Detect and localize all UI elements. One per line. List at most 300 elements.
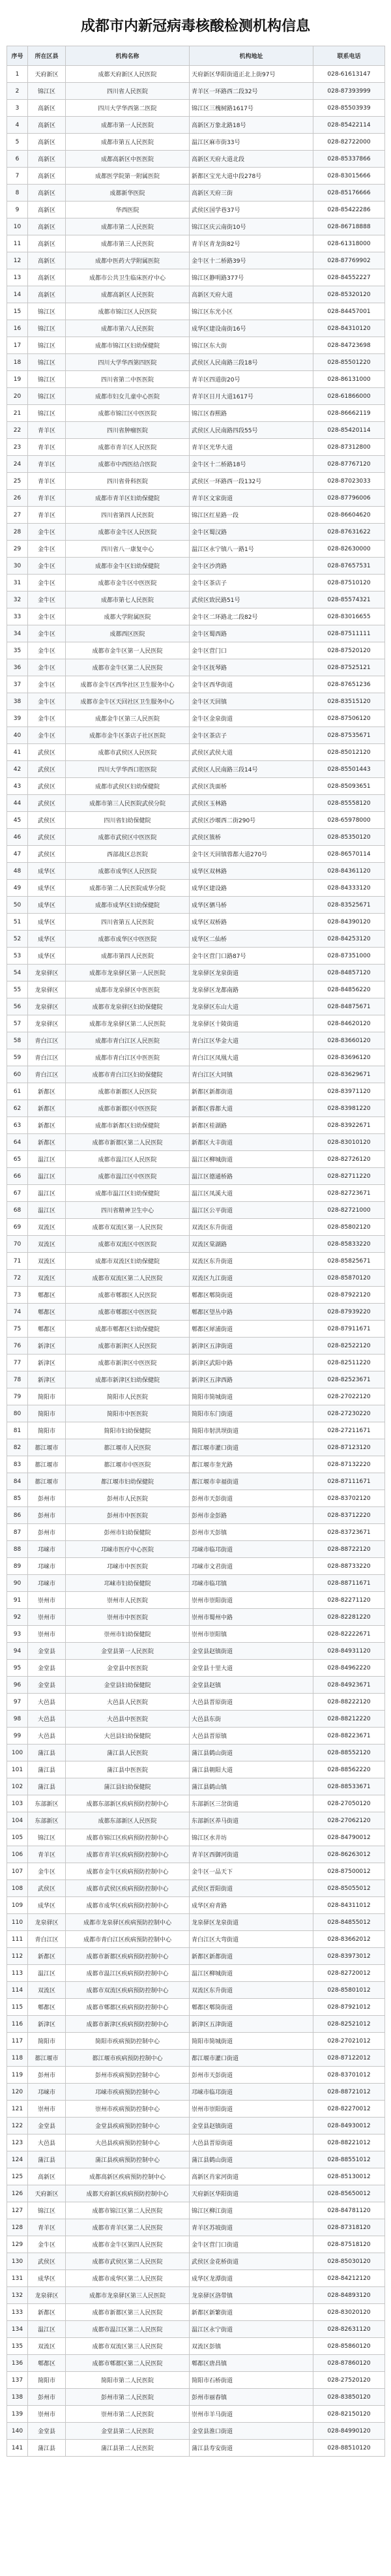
cell-institution-address: 彭州市天彭镇 — [190, 1524, 313, 1541]
cell-district: 郫都区 — [28, 1999, 66, 2016]
cell-institution-name: 成都天府新区人民医院 — [66, 66, 190, 83]
cell-index: 128 — [7, 2219, 28, 2236]
cell-institution-name: 成都市龙泉驿区第三人民医院 — [66, 2287, 190, 2304]
cell-district: 温江区 — [28, 1168, 66, 1185]
cell-index: 136 — [7, 2355, 28, 2372]
cell-institution-address: 简阳市东门街道 — [190, 1405, 313, 1422]
cell-district: 青白江区 — [28, 1032, 66, 1049]
cell-district: 金牛区 — [28, 710, 66, 727]
cell-index: 107 — [7, 1863, 28, 1880]
cell-district: 高新区 — [28, 252, 66, 269]
cell-institution-name: 成都市温江区人民医院 — [66, 1151, 190, 1168]
cell-institution-name: 都江堰市人民医院 — [66, 1439, 190, 1456]
cell-institution-name: 成都市郫都区妇幼保健院 — [66, 1321, 190, 1338]
cell-phone: 028-83016655 — [313, 608, 385, 625]
cell-institution-address: 锦江区东大街 — [190, 337, 313, 354]
table-row — [7, 388, 385, 405]
cell-institution-name: 成都金牛区第三人民医院 — [66, 710, 190, 727]
cell-institution-address: 金牛区茶店子 — [190, 575, 313, 592]
cell-phone: 028-61318000 — [313, 235, 385, 252]
cell-institution-address: 金牛区天回镇 — [190, 693, 313, 710]
table-row — [7, 2050, 385, 2067]
cell-index: 55 — [7, 981, 28, 998]
cell-institution-name: 四川省第五人民医院 — [66, 914, 190, 931]
cell-index: 23 — [7, 439, 28, 456]
cell-index: 87 — [7, 1524, 28, 1541]
cell-district: 锦江区 — [28, 320, 66, 337]
cell-institution-name: 成都市金牛区茶店子社区医院 — [66, 727, 190, 744]
cell-institution-address: 都江堰市幸福街道 — [190, 1473, 313, 1490]
cell-index: 11 — [7, 235, 28, 252]
cell-district: 金堂县 — [28, 1660, 66, 1677]
cell-institution-name: 成都市双流区妇幼保健院 — [66, 1253, 190, 1270]
table-row — [7, 1728, 385, 1745]
cell-phone: 028-85130012 — [313, 2168, 385, 2185]
cell-institution-address: 成华区驷马桥 — [190, 897, 313, 914]
cell-phone: 028-84620120 — [313, 1015, 385, 1032]
cell-index: 78 — [7, 1371, 28, 1388]
cell-district: 简阳市 — [28, 1405, 66, 1422]
cell-institution-address: 崇州市崇阳镇 — [190, 1626, 313, 1643]
cell-district: 成华区 — [28, 1897, 66, 1914]
cell-district: 新都区 — [28, 1134, 66, 1151]
cell-institution-address: 青羊区一环路西二段32号 — [190, 83, 313, 100]
cell-phone: 028-82630000 — [313, 541, 385, 558]
cell-district: 武侯区 — [28, 2253, 66, 2270]
cell-index: 89 — [7, 1558, 28, 1575]
cell-index: 19 — [7, 371, 28, 388]
cell-institution-name: 成都市新津区人民医院 — [66, 1338, 190, 1355]
cell-district: 龙泉驿区 — [28, 2287, 66, 2304]
table-row — [7, 2372, 385, 2389]
cell-district: 锦江区 — [28, 354, 66, 371]
cell-institution-name: 成都市青羊区人民医院 — [66, 439, 190, 456]
cell-institution-name: 华西医院 — [66, 202, 190, 218]
cell-institution-name: 成都市金牛区第一人民医院 — [66, 642, 190, 659]
cell-district: 金牛区 — [28, 592, 66, 608]
cell-phone: 028-61613147 — [313, 66, 385, 83]
cell-phone: 028-27211671 — [313, 1422, 385, 1439]
cell-district: 东部新区 — [28, 1812, 66, 1829]
cell-institution-address: 锦江区红星路一段 — [190, 507, 313, 524]
cell-index: 73 — [7, 1287, 28, 1304]
cell-district: 金牛区 — [28, 693, 66, 710]
cell-district: 武侯区 — [28, 812, 66, 829]
table-row — [7, 2270, 385, 2287]
cell-institution-name: 成都市新津区中医医院 — [66, 1355, 190, 1371]
cell-phone: 028-88722120 — [313, 1541, 385, 1558]
cell-index: 110 — [7, 1914, 28, 1931]
cell-institution-name: 大邑县妇幼保健院 — [66, 1728, 190, 1745]
cell-institution-name: 金堂县第一人民医院 — [66, 1643, 190, 1660]
cell-index: 75 — [7, 1321, 28, 1338]
table-row — [7, 1880, 385, 1897]
cell-district: 锦江区 — [28, 388, 66, 405]
cell-institution-address: 天府新区华阳街道 — [190, 2185, 313, 2202]
cell-phone: 028-84790012 — [313, 1829, 385, 1846]
cell-institution-address: 青白江区大弯街道 — [190, 1931, 313, 1948]
cell-district: 蒲江县 — [28, 2440, 66, 2457]
cell-phone: 028-83971120 — [313, 1083, 385, 1100]
cell-district: 崇州市 — [28, 2406, 66, 2423]
cell-phone: 028-87525121 — [313, 659, 385, 676]
cell-institution-name: 大邑县中医医院 — [66, 1711, 190, 1728]
cell-institution-name: 金堂县第二人民医院 — [66, 2423, 190, 2440]
cell-institution-name: 成都市青羊区第二人民医院 — [66, 2219, 190, 2236]
table-row — [7, 320, 385, 337]
cell-institution-address: 武侯区晋阳街道 — [190, 1880, 313, 1897]
cell-index: 70 — [7, 1236, 28, 1253]
cell-index: 39 — [7, 710, 28, 727]
table-row — [7, 1626, 385, 1643]
cell-index: 125 — [7, 2168, 28, 2185]
cell-institution-address: 崇州市崇阳街道 — [190, 1592, 313, 1609]
cell-institution-name: 崇州市疾病预防控制中心 — [66, 2101, 190, 2118]
table-row — [7, 608, 385, 625]
cell-phone: 028-83020120 — [313, 2304, 385, 2321]
cell-index: 16 — [7, 320, 28, 337]
cell-institution-address: 郫都区犀浦街道 — [190, 1321, 313, 1338]
cell-phone: 028-87132220 — [313, 1456, 385, 1473]
cell-institution-name: 成都大学附属医院 — [66, 608, 190, 625]
cell-institution-name: 成都高新区人民医院 — [66, 286, 190, 303]
cell-district: 大邑县 — [28, 1711, 66, 1728]
cell-index: 124 — [7, 2151, 28, 2168]
cell-institution-name: 简阳市妇幼保健院 — [66, 1422, 190, 1439]
cell-phone: 028-87922120 — [313, 1287, 385, 1304]
table-row — [7, 1643, 385, 1660]
cell-district: 蒲江县 — [28, 1761, 66, 1778]
cell-institution-name: 成都市龙泉驿区疾病预防控制中心 — [66, 1914, 190, 1931]
cell-district: 成华区 — [28, 863, 66, 880]
cell-institution-name: 崇州市中医医院 — [66, 1609, 190, 1626]
cell-index: 77 — [7, 1355, 28, 1371]
cell-district: 武侯区 — [28, 778, 66, 795]
cell-index: 66 — [7, 1168, 28, 1185]
cell-institution-name: 成都中医药大学附属医院 — [66, 252, 190, 269]
cell-institution-name: 彭州市第二人民医院 — [66, 2389, 190, 2406]
cell-institution-name: 成都市郫都区中医医院 — [66, 1304, 190, 1321]
cell-district: 青羊区 — [28, 473, 66, 490]
cell-phone: 028-84390120 — [313, 914, 385, 931]
cell-phone: 028-88733220 — [313, 1558, 385, 1575]
table-row — [7, 2134, 385, 2151]
cell-phone: 028-87651236 — [313, 676, 385, 693]
cell-institution-address: 邛崃市临邛街道 — [190, 2084, 313, 2101]
cell-district: 简阳市 — [28, 2033, 66, 2050]
cell-institution-name: 邛崃市疾病预防控制中心 — [66, 2084, 190, 2101]
cell-institution-address: 龙泉驿区龙泉街道 — [190, 965, 313, 981]
table-row — [7, 931, 385, 948]
cell-institution-name: 崇州市人民医院 — [66, 1592, 190, 1609]
cell-institution-address: 金堂县十里大道 — [190, 1660, 313, 1677]
cell-index: 96 — [7, 1677, 28, 1694]
cell-index: 106 — [7, 1846, 28, 1863]
cell-phone: 028-85650012 — [313, 2185, 385, 2202]
cell-district: 锦江区 — [28, 405, 66, 422]
cell-district: 武侯区 — [28, 795, 66, 812]
cell-institution-name: 成都市第六人民医院 — [66, 320, 190, 337]
table-row — [7, 1117, 385, 1134]
cell-institution-address: 青羊区日月大道1617号 — [190, 388, 313, 405]
cell-institution-name: 成都市第五人民医院 — [66, 134, 190, 151]
header-institution-name: 机构名称 — [66, 46, 190, 66]
cell-institution-address: 成华区龙潭街道 — [190, 2270, 313, 2287]
cell-institution-address: 青羊区青龙街82号 — [190, 235, 313, 252]
cell-index: 100 — [7, 1745, 28, 1761]
table-row — [7, 337, 385, 354]
cell-institution-address: 邛崃市文君街道 — [190, 1558, 313, 1575]
cell-district: 金堂县 — [28, 2118, 66, 2134]
cell-district: 高新区 — [28, 2168, 66, 2185]
table-row — [7, 1185, 385, 1202]
table-row — [7, 812, 385, 829]
cell-district: 简阳市 — [28, 1422, 66, 1439]
cell-phone: 028-85030120 — [313, 2253, 385, 2270]
table-row — [7, 592, 385, 608]
cell-index: 62 — [7, 1100, 28, 1117]
table-row — [7, 846, 385, 863]
cell-institution-address: 郫都区唐昌镇 — [190, 2355, 313, 2372]
cell-phone: 028-85860120 — [313, 2338, 385, 2355]
cell-institution-name: 金堂县妇幼保健院 — [66, 1677, 190, 1694]
cell-institution-name: 彭州市人民医院 — [66, 1490, 190, 1507]
cell-index: 9 — [7, 202, 28, 218]
table-row — [7, 761, 385, 778]
cell-phone: 028-84962220 — [313, 1660, 385, 1677]
cell-index: 109 — [7, 1897, 28, 1914]
cell-district: 崇州市 — [28, 2101, 66, 2118]
cell-district: 东部新区 — [28, 1795, 66, 1812]
cell-phone: 028-84723698 — [313, 337, 385, 354]
cell-institution-name: 成都市郫都区人民医院 — [66, 1287, 190, 1304]
cell-index: 60 — [7, 1066, 28, 1083]
cell-index: 116 — [7, 2016, 28, 2033]
cell-institution-name: 成都新华医院 — [66, 185, 190, 202]
cell-index: 135 — [7, 2338, 28, 2355]
cell-district: 金牛区 — [28, 642, 66, 659]
table-row — [7, 625, 385, 642]
cell-index: 24 — [7, 456, 28, 473]
cell-district: 大邑县 — [28, 1728, 66, 1745]
cell-institution-name: 成都市双流区疾病预防控制中心 — [66, 1982, 190, 1999]
cell-institution-address: 武侯区人民南路三段14号 — [190, 761, 313, 778]
cell-institution-name: 成都天府新区疾病预防控制中心 — [66, 2185, 190, 2202]
table-row — [7, 541, 385, 558]
cell-district: 彭州市 — [28, 1507, 66, 1524]
table-row — [7, 710, 385, 727]
cell-district: 青羊区 — [28, 456, 66, 473]
cell-institution-address: 温江区柳城街道 — [190, 1151, 313, 1168]
table-row — [7, 1507, 385, 1524]
table-row — [7, 778, 385, 795]
cell-institution-name: 成都市武侯区第二人民医院 — [66, 2253, 190, 2270]
cell-index: 105 — [7, 1829, 28, 1846]
header-index: 序号 — [7, 46, 28, 66]
cell-institution-name: 四川大学华西第四医院 — [66, 354, 190, 371]
cell-district: 青白江区 — [28, 1049, 66, 1066]
cell-institution-name: 成都市锦江区人民医院 — [66, 303, 190, 320]
cell-district: 高新区 — [28, 134, 66, 151]
cell-district: 邛崃市 — [28, 1575, 66, 1592]
cell-district: 高新区 — [28, 168, 66, 185]
cell-district: 崇州市 — [28, 1609, 66, 1626]
cell-district: 金牛区 — [28, 659, 66, 676]
cell-institution-address: 大邑县东街 — [190, 1711, 313, 1728]
cell-district: 金牛区 — [28, 727, 66, 744]
table-row — [7, 303, 385, 320]
cell-institution-address: 新津区五津西路 — [190, 1371, 313, 1388]
cell-district: 温江区 — [28, 1965, 66, 1982]
table-row — [7, 1066, 385, 1083]
table-row — [7, 863, 385, 880]
cell-institution-address: 青羊区四道街20号 — [190, 371, 313, 388]
table-row — [7, 1660, 385, 1677]
table-row — [7, 1558, 385, 1575]
cell-institution-name: 成都市双流区第一人民医院 — [66, 1219, 190, 1236]
cell-phone: 028-27021012 — [313, 2033, 385, 2050]
table-row — [7, 1219, 385, 1236]
cell-institution-address: 成华区双林路 — [190, 863, 313, 880]
cell-institution-name: 四川省人民医院 — [66, 83, 190, 100]
cell-institution-address: 高新区天府大道 — [190, 286, 313, 303]
cell-index: 68 — [7, 1202, 28, 1219]
cell-institution-name: 成都市温江区妇幼保健院 — [66, 1185, 190, 1202]
cell-institution-address: 金牛区蜀西路 — [190, 625, 313, 642]
cell-index: 12 — [7, 252, 28, 269]
cell-institution-name: 成都市青羊区疾病预防控制中心 — [66, 1846, 190, 1863]
cell-institution-address: 彭州市天彭街道 — [190, 1490, 313, 1507]
cell-institution-name: 成都市锦江区中医医院 — [66, 405, 190, 422]
cell-district: 郫都区 — [28, 2355, 66, 2372]
cell-district: 双流区 — [28, 1253, 66, 1270]
table-row — [7, 134, 385, 151]
cell-phone: 028-83712220 — [313, 1507, 385, 1524]
cell-institution-name: 四川省第二中医医院 — [66, 371, 190, 388]
cell-institution-address: 金牛区天回镇蓉都大道270号 — [190, 846, 313, 863]
cell-phone: 028-87657531 — [313, 558, 385, 575]
cell-district: 新津区 — [28, 1355, 66, 1371]
table-row — [7, 2236, 385, 2253]
cell-institution-name: 成都市新都区人民医院 — [66, 1083, 190, 1100]
cell-phone: 028-83850120 — [313, 2389, 385, 2406]
table-row — [7, 1863, 385, 1880]
cell-institution-name: 蒲江县第二人民医院 — [66, 2440, 190, 2457]
cell-phone: 028-87921012 — [313, 1999, 385, 2016]
cell-index: 59 — [7, 1049, 28, 1066]
cell-institution-address: 锦江区庆云南街10号 — [190, 218, 313, 235]
table-row — [7, 1151, 385, 1168]
cell-index: 38 — [7, 693, 28, 710]
cell-phone: 028-85093651 — [313, 778, 385, 795]
cell-institution-name: 邛崃市妇幼保健院 — [66, 1575, 190, 1592]
cell-phone: 028-87631622 — [313, 524, 385, 541]
cell-institution-name: 成都市金牛区西华社区卫生服务中心 — [66, 676, 190, 693]
cell-institution-address: 双流区九江街道 — [190, 1270, 313, 1287]
cell-institution-address: 都江堰市灌口街道 — [190, 2050, 313, 2067]
cell-phone: 028-85422114 — [313, 117, 385, 134]
cell-institution-name: 成都市金牛区第四人民医院 — [66, 2236, 190, 2253]
cell-phone: 028-88510120 — [313, 2440, 385, 2457]
cell-index: 132 — [7, 2287, 28, 2304]
cell-institution-address: 新都区新繁街道 — [190, 2304, 313, 2321]
table-row — [7, 1575, 385, 1592]
table-row — [7, 202, 385, 218]
cell-district: 新都区 — [28, 2304, 66, 2321]
cell-institution-address: 龙泉驿区龙泉街道 — [190, 1914, 313, 1931]
cell-phone: 028-88711671 — [313, 1575, 385, 1592]
table-row — [7, 1270, 385, 1287]
cell-district: 新津区 — [28, 1338, 66, 1355]
table-row — [7, 1456, 385, 1473]
cell-district: 新都区 — [28, 1117, 66, 1134]
cell-phone: 028-27022120 — [313, 1388, 385, 1405]
table-row — [7, 2185, 385, 2202]
cell-institution-address: 大邑县晋原镇 — [190, 1728, 313, 1745]
cell-institution-address: 新都区新都街道 — [190, 1948, 313, 1965]
cell-institution-name: 成都市青白江区妇幼保健院 — [66, 1066, 190, 1083]
cell-institution-address: 青羊区西御河街道 — [190, 1846, 313, 1863]
cell-institution-address: 温江区德通桥路 — [190, 1168, 313, 1185]
cell-district: 锦江区 — [28, 337, 66, 354]
cell-index: 49 — [7, 880, 28, 897]
cell-district: 崇州市 — [28, 1592, 66, 1609]
cell-district: 金堂县 — [28, 1677, 66, 1694]
cell-institution-name: 成都市金牛区妇幼保健院 — [66, 558, 190, 575]
cell-phone: 028-83723671 — [313, 1524, 385, 1541]
table-row — [7, 2101, 385, 2118]
table-row — [7, 151, 385, 168]
cell-district: 金堂县 — [28, 2423, 66, 2440]
cell-institution-address: 武侯区国学巷37号 — [190, 202, 313, 218]
cell-district: 成华区 — [28, 897, 66, 914]
cell-phone: 028-82722000 — [313, 134, 385, 151]
cell-index: 98 — [7, 1711, 28, 1728]
table-row — [7, 1473, 385, 1490]
cell-phone: 028-83701012 — [313, 2067, 385, 2084]
cell-index: 138 — [7, 2389, 28, 2406]
cell-institution-name: 成都市成华区人民医院 — [66, 863, 190, 880]
cell-district: 龙泉驿区 — [28, 998, 66, 1015]
cell-phone: 028-85870120 — [313, 1270, 385, 1287]
cell-district: 温江区 — [28, 1185, 66, 1202]
cell-district: 青羊区 — [28, 507, 66, 524]
cell-phone: 028-87023033 — [313, 473, 385, 490]
cell-index: 129 — [7, 2236, 28, 2253]
cell-phone: 028-84457001 — [313, 303, 385, 320]
table-row — [7, 676, 385, 693]
cell-institution-name: 都江堰市中医医院 — [66, 1456, 190, 1473]
table-row — [7, 659, 385, 676]
cell-phone: 028-84855012 — [313, 1914, 385, 1931]
cell-institution-address: 金堂县淮口街道 — [190, 2423, 313, 2440]
table-row — [7, 2118, 385, 2134]
cell-institution-name: 成都市双流区第三人民医院 — [66, 2338, 190, 2355]
cell-institution-address: 东部新区养马街道 — [190, 1812, 313, 1829]
cell-phone: 028-86662119 — [313, 405, 385, 422]
cell-institution-address: 高新区万象北路18号 — [190, 117, 313, 134]
cell-index: 119 — [7, 2067, 28, 2084]
cell-institution-name: 成都市温江区中医医院 — [66, 1168, 190, 1185]
cell-phone: 028-83981220 — [313, 1100, 385, 1117]
cell-district: 龙泉驿区 — [28, 981, 66, 998]
cell-index: 51 — [7, 914, 28, 931]
cell-institution-address: 锦江区三槐树路1617号 — [190, 100, 313, 117]
cell-phone: 028-83660120 — [313, 1032, 385, 1049]
cell-index: 69 — [7, 1219, 28, 1236]
cell-index: 27 — [7, 507, 28, 524]
table-row — [7, 1541, 385, 1558]
